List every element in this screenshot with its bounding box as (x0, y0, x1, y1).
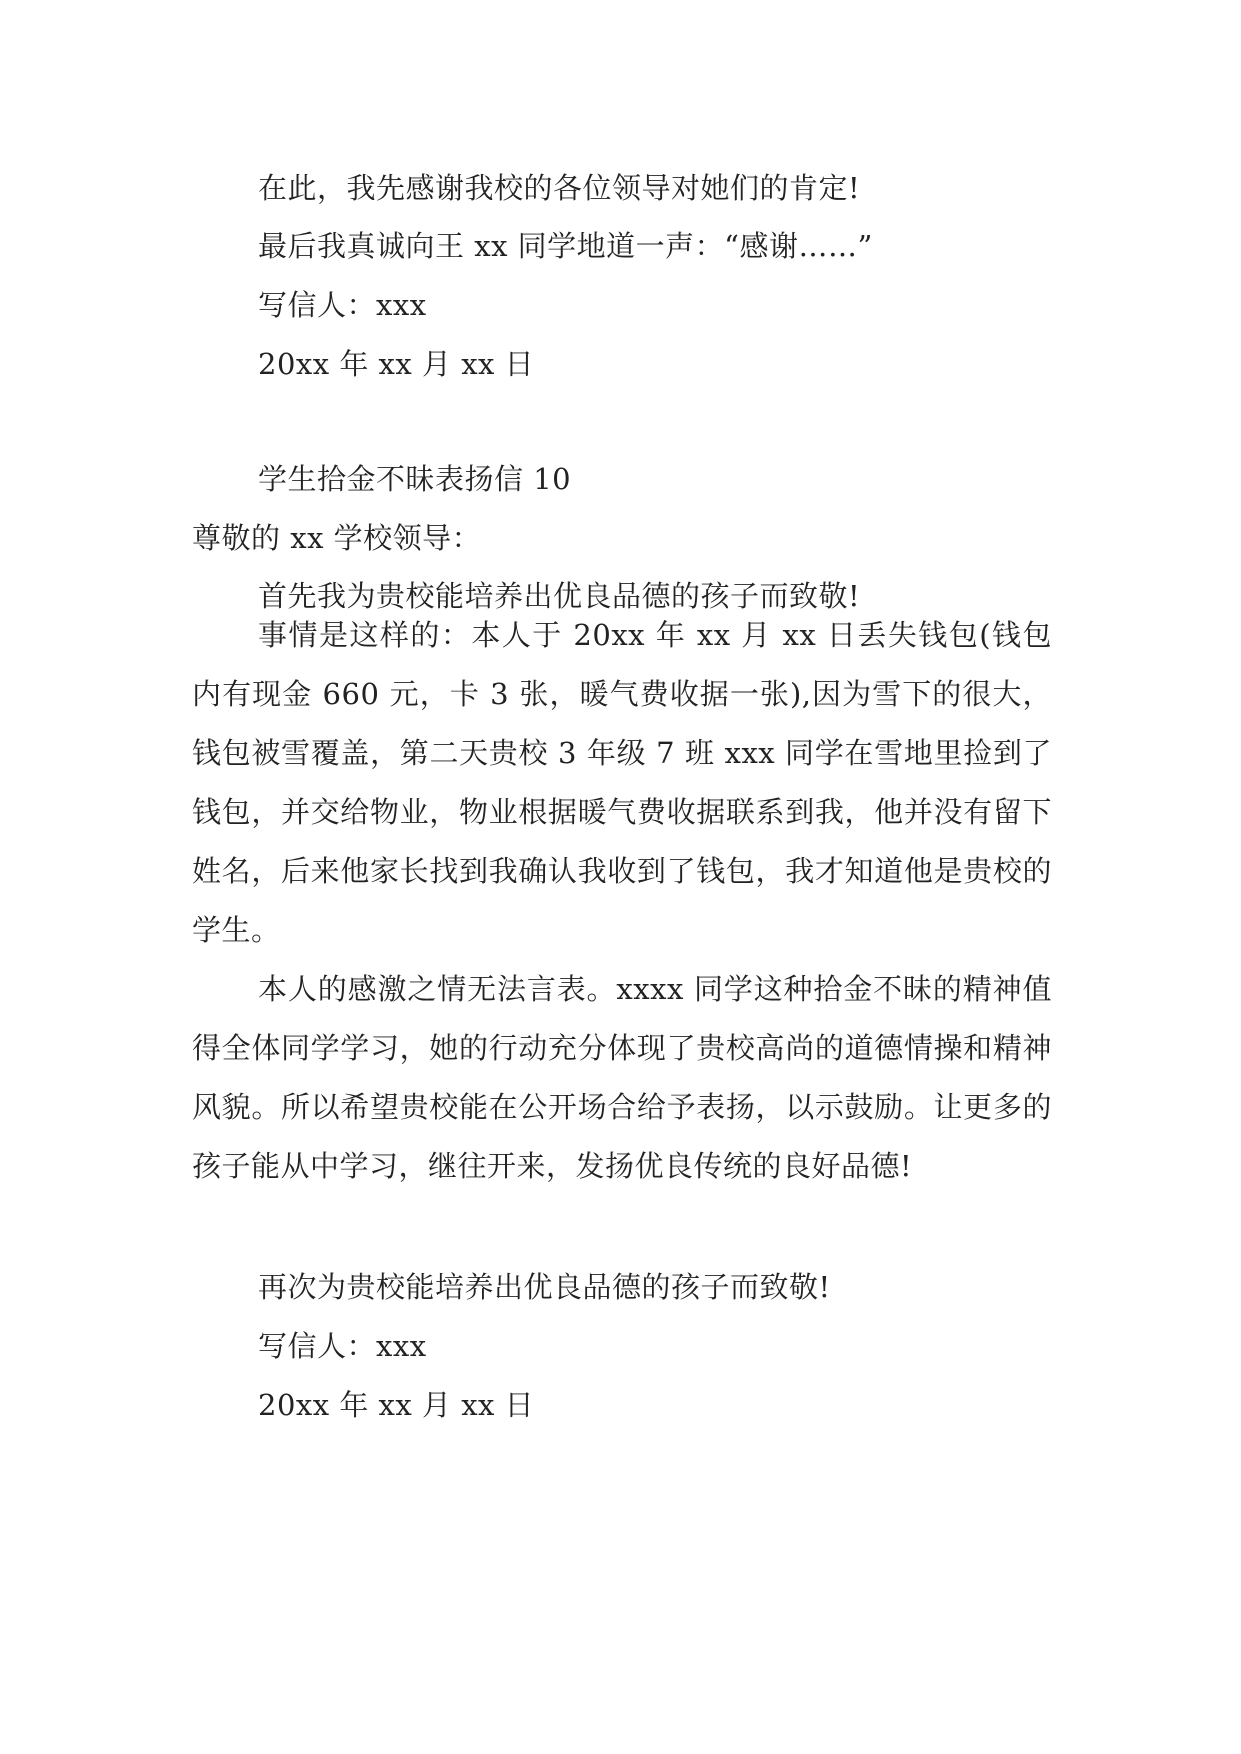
letter-title: 学生拾金不昧表扬信 10 (258, 462, 572, 496)
letter-date: 20xx 年 xx 月 xx 日 (258, 1388, 535, 1422)
thanks-line: 在此，我先感谢我校的各位领导对她们的肯定! (258, 171, 861, 205)
opening-line: 首先我为贵校能培养出优良品德的孩子而致敬! (258, 579, 861, 613)
closing-line: 再次为贵校能培养出优良品德的孩子而致敬! (258, 1270, 831, 1304)
previous-signature: 写信人：xxx (258, 288, 427, 322)
praise-paragraph: 本人的感激之情无法言表。xxxx 同学这种拾金不昧的精神值得全体同学学习，她的行动充分体现了贵校高尚的道德情操和精神风貌。所以希望贵校能在公开场合给予表扬，以示鼓励。让更多的孩子能从中学习，继往开来，发扬优良传统的良好品德! (192, 972, 1052, 1183)
final-thanks-line: 最后我真诚向王 xx 同学地道一声：“感谢……” (258, 229, 873, 263)
salutation: 尊敬的 xx 学校领导： (192, 521, 482, 555)
letter-signature: 写信人：xxx (258, 1329, 427, 1363)
incident-paragraph: 事情是这样的：本人于 20xx 年 xx 月 xx 日丢失钱包(钱包内有现金 660 元，卡 3 张，暖气费收据一张),因为雪下的很大，钱包被雪覆盖，第二天贵校 3 年级 7 班 xxx 同学在雪地里捡到了钱包，并交给物业，物业根据暖气费收据联系到我，他并没有留下姓名，后来他家长找到我确认我收到了钱包，我才知道他是贵校的学生。 (192, 618, 1052, 947)
previous-date: 20xx 年 xx 月 xx 日 (258, 347, 535, 381)
